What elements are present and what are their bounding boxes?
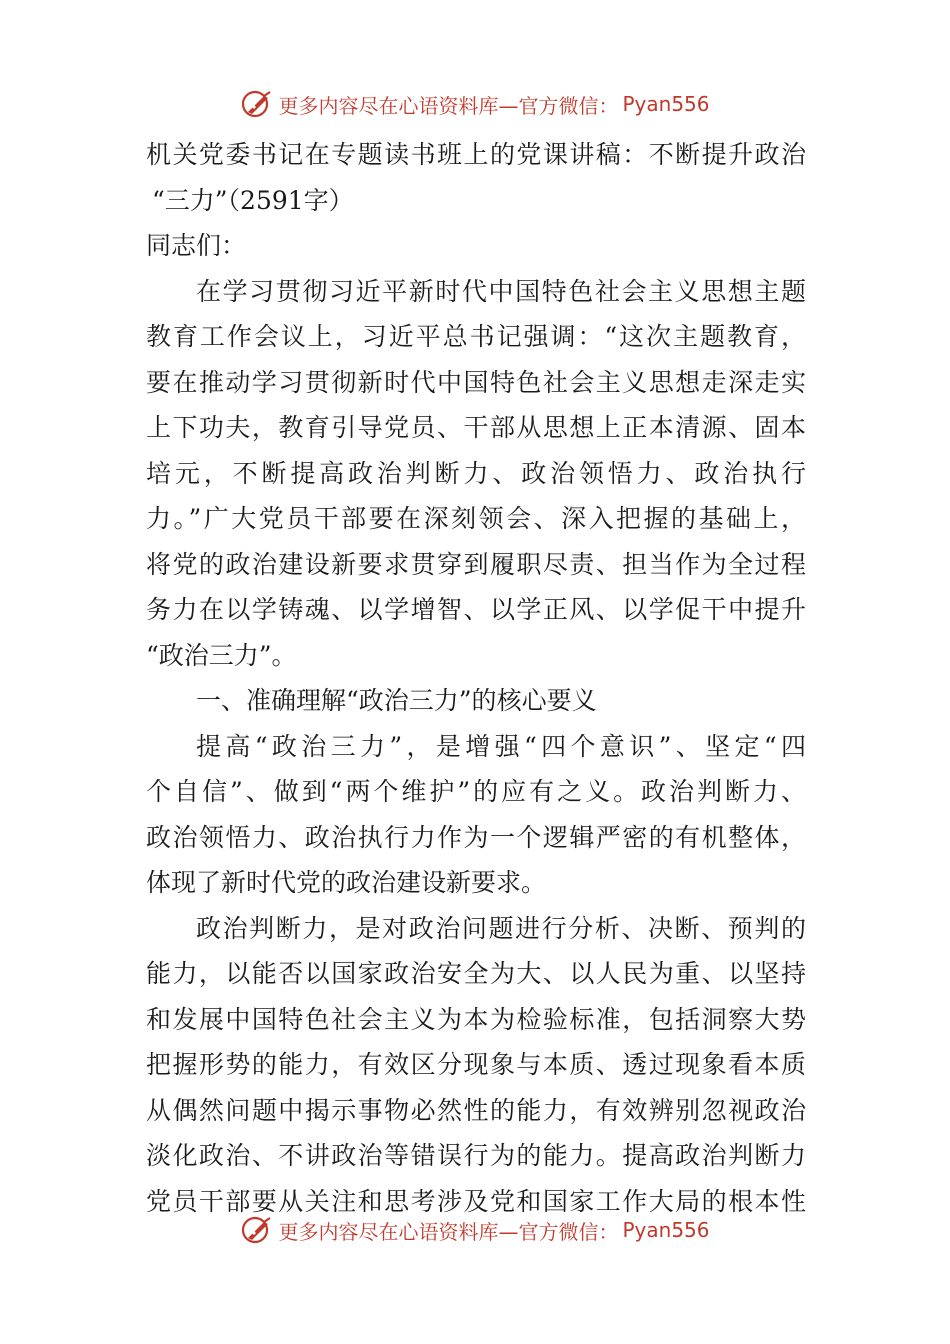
- paragraph-line: “政治三力”。: [146, 640, 297, 670]
- paragraph-line: 体现了新时代党的政治建设新要求。: [146, 868, 547, 897]
- paragraph-line: 将党的政治建设新要求贯穿到履职尽责、担当作为全过程: [146, 549, 806, 579]
- paragraph-line: 教育工作会议上，习近平总书记强调：“这次主题教育，: [146, 322, 806, 351]
- header-banner: [0, 84, 950, 124]
- paragraph-line: 个自信”、做到“两个维护”的应有之义。政治判断力、: [146, 777, 806, 806]
- footer-banner: [0, 1210, 950, 1250]
- doc-title-line-2: “三力”（2591字）: [152, 185, 354, 215]
- paragraph-line: 党员干部要从关注和思考涉及党和国家工作大局的根本性: [146, 1186, 806, 1216]
- paragraph-line: 务力在以学铸魂、以学增智、以学正风、以学促干中提升: [146, 595, 806, 624]
- paragraph-line: 把握形势的能力，有效区分现象与本质、透过现象看本质: [146, 1050, 806, 1079]
- banner-text: 更多内容尽在心语资料库—官方微信：: [278, 93, 619, 118]
- paragraph-2: [146, 724, 806, 906]
- paragraph-line: 政治领悟力、政治执行力作为一个逻辑严密的有机整体，: [146, 822, 806, 852]
- paragraph-line: 力。”广大党员干部要在深刻领会、深入把握的基础上，: [146, 504, 806, 533]
- paragraph-line: 政治判断力，是对政治问题进行分析、决断、预判的: [196, 913, 806, 943]
- wechat-id: Pyan556: [622, 92, 710, 116]
- paragraph-line: 要在推动学习贯彻新时代中国特色社会主义思想走深走实: [146, 367, 806, 397]
- paragraph-3: [146, 906, 806, 1225]
- section-heading: 一、准确理解“政治三力”的核心要义: [196, 686, 597, 715]
- paragraph-line: 培元，不断提高政治判断力、政治领悟力、政治执行: [146, 458, 806, 488]
- paragraph-line: 和发展中国特色社会主义为本为检验标准，包括洞察大势: [146, 1004, 806, 1034]
- paragraph-line: 能力，以能否以国家政治安全为大、以人民为重、以坚持: [146, 959, 806, 988]
- banner-text: 更多内容尽在心语资料库—官方微信：: [278, 1219, 619, 1244]
- paragraph-line: 从偶然问题中揭示事物必然性的能力，有效辨别忽视政治: [146, 1095, 806, 1125]
- pen-nib-circle-icon: [240, 87, 274, 121]
- paragraph-line: 淡化政治、不讲政治等错误行为的能力。提高政治判断力: [146, 1141, 806, 1170]
- document-body: [146, 132, 806, 1224]
- paragraph-line: 提高“政治三力”，是增强“四个意识”、坚定“四: [196, 731, 806, 761]
- salutation: 同志们：: [146, 231, 247, 260]
- paragraph-line: 上下功夫，教育引导党员、干部从思想上正本清源、固本: [146, 413, 806, 442]
- paragraph-line: 在学习贯彻习近平新时代中国特色社会主义思想主题: [196, 276, 806, 306]
- pen-nib-circle-icon: [240, 1213, 274, 1247]
- paragraph-1: [146, 269, 806, 679]
- wechat-id: Pyan556: [622, 1218, 710, 1242]
- doc-title-line-1: 机关党委书记在专题读书班上的党课讲稿：不断提升政治: [146, 140, 806, 169]
